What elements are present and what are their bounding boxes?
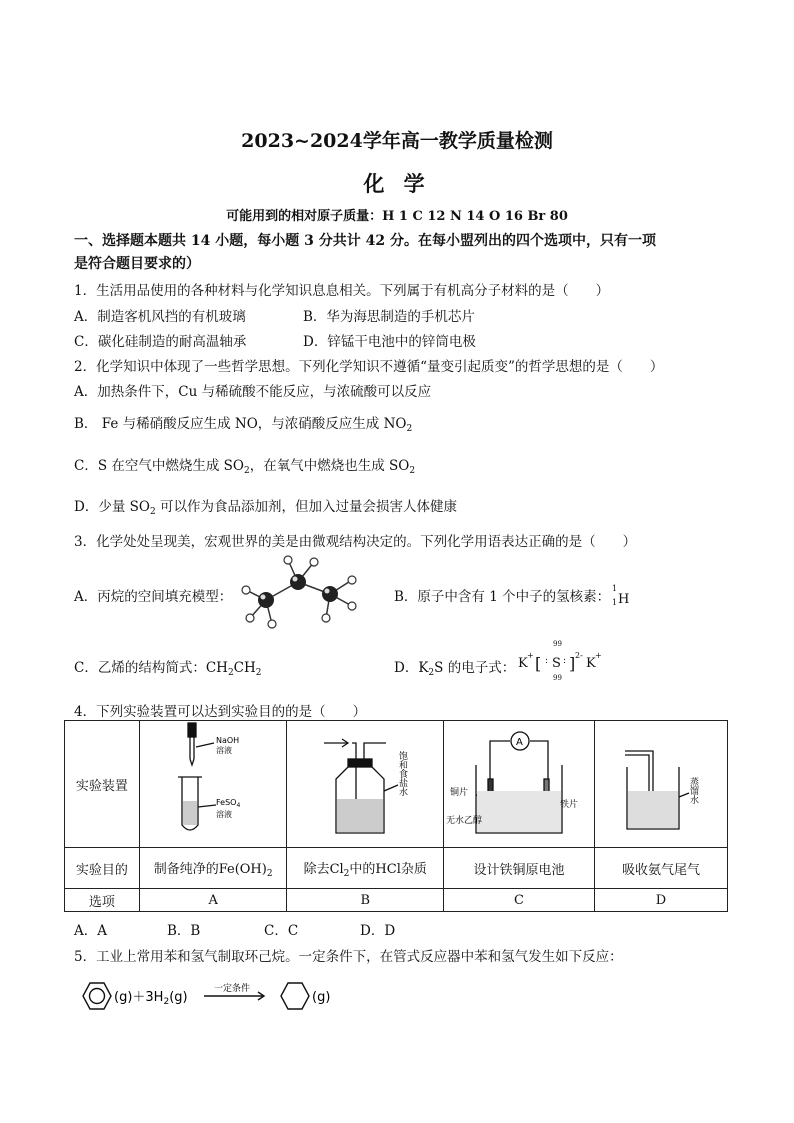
q2-option-a: A．加热条件下，Cu 与稀硫酸不能反应，与浓硫酸可以反应 — [74, 384, 432, 400]
q1-option-a: A．制造客机风挡的有机玻璃 — [74, 309, 246, 325]
q3-option-a: A．丙烷的空间填充模型： — [74, 589, 233, 605]
section-heading-line2: 是符合题目要求的） — [74, 256, 200, 272]
q2-option-c: C．S 在空气中燃烧生成 $SO_2$，在氧气中燃烧也生成 $SO_2$ — [74, 458, 416, 476]
device-a — [139, 721, 287, 848]
experiment-table — [64, 720, 728, 912]
q2-option-b: B． Fe 与稀硝酸反应生成 NO，与浓硝酸反应生成 $NO_2$ — [74, 416, 413, 434]
q4-choice-b: B．B — [167, 923, 201, 939]
device-c — [443, 721, 594, 848]
svg-text:无水乙醇: 无水乙醇 — [445, 816, 482, 826]
q4-choice-a: A．A — [74, 923, 107, 939]
q3-option-b: B．原子中含有 1 个中子的氢核素： — [394, 589, 611, 605]
gas-absorption-figure — [601, 721, 721, 843]
device-b — [287, 721, 444, 848]
letter-a: A — [139, 889, 287, 912]
letter-d: D — [594, 889, 727, 912]
gas-washing-bottle-figure — [290, 721, 440, 843]
row-label-option: 选项 — [65, 889, 140, 912]
letter-b: B — [287, 889, 444, 912]
q3-option-d: D．$K_2S$ 的电子式： — [394, 660, 516, 678]
svg-text:蒸馏水: 蒸馏水 — [687, 777, 698, 804]
galvanic-cell-figure — [444, 721, 594, 843]
aim-b: 除去$Cl_2$中的HCl杂质 — [287, 848, 444, 889]
svg-text:A: A — [515, 737, 523, 748]
aim-c: 设计铁铜原电池 — [443, 848, 594, 889]
svg-text:FeSO4: FeSO$_4$ — [216, 798, 241, 809]
atomic-masses: 可能用到的相对原子质量：H 1 C 12 N 14 O 16 Br 80 — [226, 209, 568, 224]
svg-text:NaOH: NaOH — [216, 736, 240, 745]
svg-text:一定条件: 一定条件 — [214, 984, 251, 994]
q1-stem: 1．生活用品使用的各种材料与化学知识息息相关。下列属于有机高分子材料的是（ ） — [74, 283, 610, 299]
q3-stem: 3．化学处处呈现美，宏观世界的美是由微观结构决定的。下列化学用语表达正确的是（ ） — [74, 534, 637, 550]
exam-title: 2023~2024学年高一教学质量检测 — [241, 130, 553, 152]
dropper-testtube-figure — [148, 721, 278, 843]
letter-c: C — [443, 889, 594, 912]
section-heading-line1: 一、选择题本题共 14 小题，每小题 3 分共计 42 分。在每小盟列出的四个选项中，只有一项 — [74, 233, 656, 249]
q4-choice-d: D．D — [360, 923, 396, 939]
benzene-hydrogenation-equation — [74, 974, 344, 1020]
subject-title: 化 学 — [363, 171, 431, 196]
svg-text:铁片: 铁片 — [559, 800, 578, 810]
svg-text:(g)＋3H2(g): $(g)+3H_2(g)$ — [114, 990, 188, 1007]
svg-text:铜片: 铜片 — [449, 788, 468, 798]
q4-stem: 4．下列实验装置可以达到实验目的的是（ ） — [74, 704, 367, 720]
row-label-aim: 实验目的 — [65, 848, 140, 889]
q4-choice-c: C．C — [264, 923, 299, 939]
device-d — [594, 721, 727, 848]
svg-text:饱和食盐水: 饱和食盐水 — [397, 751, 408, 796]
k2s-electron-formula: K + [ 99 : S : 99 ] 2- K + — [518, 640, 602, 682]
svg-text:溶液: 溶液 — [216, 810, 233, 819]
q1-option-d: D．锌锰干电池中的锌筒电极 — [303, 334, 476, 350]
q2-option-d: D．少量 $SO_2$ 可以作为食品添加剂，但加入过量会损害人体健康 — [74, 499, 457, 517]
svg-text:(g): (g) — [312, 990, 331, 1005]
q3-option-c: C．乙烯的结构简式：$CH_2CH_2$ — [74, 660, 262, 678]
row-label-device: 实验装置 — [65, 721, 140, 848]
q1-option-b: B．华为海思制造的手机芯片 — [303, 309, 475, 325]
aim-d: 吸收氨气尾气 — [594, 848, 727, 889]
propane-model — [228, 552, 368, 632]
q1-option-c: C．碳化硅制造的耐高温轴承 — [74, 334, 247, 350]
q2-stem: 2．化学知识中体现了一些哲学思想。下列化学知识不遵循“量变引起质变”的哲学思想的是（ ） — [74, 359, 664, 375]
aim-a: 制备纯净的$Fe(OH)_2$ — [139, 848, 287, 889]
svg-text:溶液: 溶液 — [216, 746, 233, 755]
q5-stem: 5．工业上常用苯和氢气制取环己烷。一定条件下，在管式反应器中苯和氢气发生如下反应： — [74, 949, 623, 965]
